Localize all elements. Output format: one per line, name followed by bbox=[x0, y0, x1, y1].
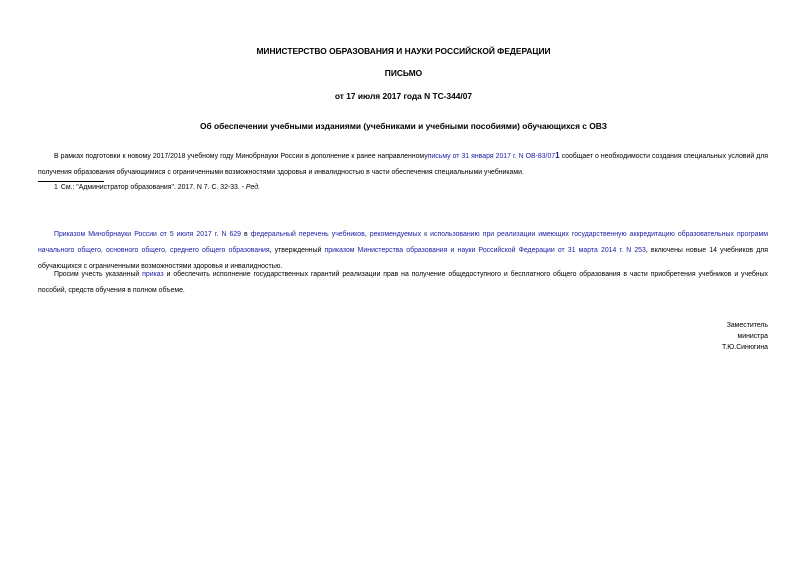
footnote bbox=[54, 184, 260, 191]
document-date-number: от 17 июля 2017 года N ТС-344/07 bbox=[334, 91, 473, 101]
signature-name: Т.Ю.Синюгина bbox=[721, 344, 768, 351]
footnote-text: См.: "Администратор образования". 2017. N 7. С. 32-33. - bbox=[60, 184, 244, 191]
footnote-marker[interactable]: 1 bbox=[555, 151, 560, 160]
p1-text-2: сообщает о необходимости создания специальных условий для получения образования обучающимися с ограниченными возможностями здоровья и инвалидностью в части обеспечения специальными учебниками. bbox=[38, 153, 768, 176]
link-federal-list[interactable]: федеральный перечень учебников, рекомендуемых к использованию при реализации имеющих государственную аккредитацию образовательных программ начального общего, основного общего, среднего общего образования bbox=[38, 231, 768, 254]
link-letter-ov-83-07[interactable]: письму от 31 января 2017 г. N ОВ-83/07 bbox=[427, 153, 556, 160]
signature-block bbox=[722, 320, 768, 353]
footnote-editor-note: Ред. bbox=[245, 184, 260, 191]
document-type: ПИСЬМО bbox=[384, 68, 423, 78]
paragraph-1 bbox=[38, 148, 768, 181]
p2-text-1: в bbox=[244, 231, 248, 238]
p1-text-1: В рамках подготовки к новому 2017/2018 учебному году Минобрнауки России в дополнение к ранее направленному bbox=[54, 153, 428, 160]
link-order-629[interactable]: Приказом Минобрнауки России от 5 июля 2017 г. N 629 bbox=[54, 231, 241, 238]
footnote-number: 1 bbox=[54, 184, 58, 191]
signature-position: Заместитель bbox=[726, 322, 768, 329]
p2-text-2: , утвержденный bbox=[269, 247, 322, 254]
p3-text-2: и обеспечить исполнение государственных гарантий реализации прав на получение общедоступного и бесплатного общего образования в части приобретения учебников и учебных пособий, средств обучения в полном объеме. bbox=[38, 271, 768, 294]
link-order-253[interactable]: приказом Министерства образования и науки Российской Федерации от 31 марта 2014 г. N 253 bbox=[324, 247, 646, 254]
ministry-heading: МИНИСТЕРСТВО ОБРАЗОВАНИЯ И НАУКИ РОССИЙСКОЙ ФЕДЕРАЦИИ bbox=[256, 46, 551, 56]
p3-text-1: Просим учесть указанный bbox=[54, 271, 140, 278]
footnote-divider bbox=[38, 181, 104, 182]
document-subject: Об обеспечении учебными изданиями (учебниками и учебными пособиями) обучающихся с ОВЗ bbox=[200, 121, 607, 131]
link-order[interactable]: приказ bbox=[142, 271, 164, 278]
signature-position-2: министра bbox=[737, 333, 768, 340]
paragraph-3 bbox=[38, 267, 768, 299]
p2-text-3: , включены новые 14 учебников для обучающихся с ограниченными возможностями здоровья и инвалидностью. bbox=[38, 247, 768, 270]
